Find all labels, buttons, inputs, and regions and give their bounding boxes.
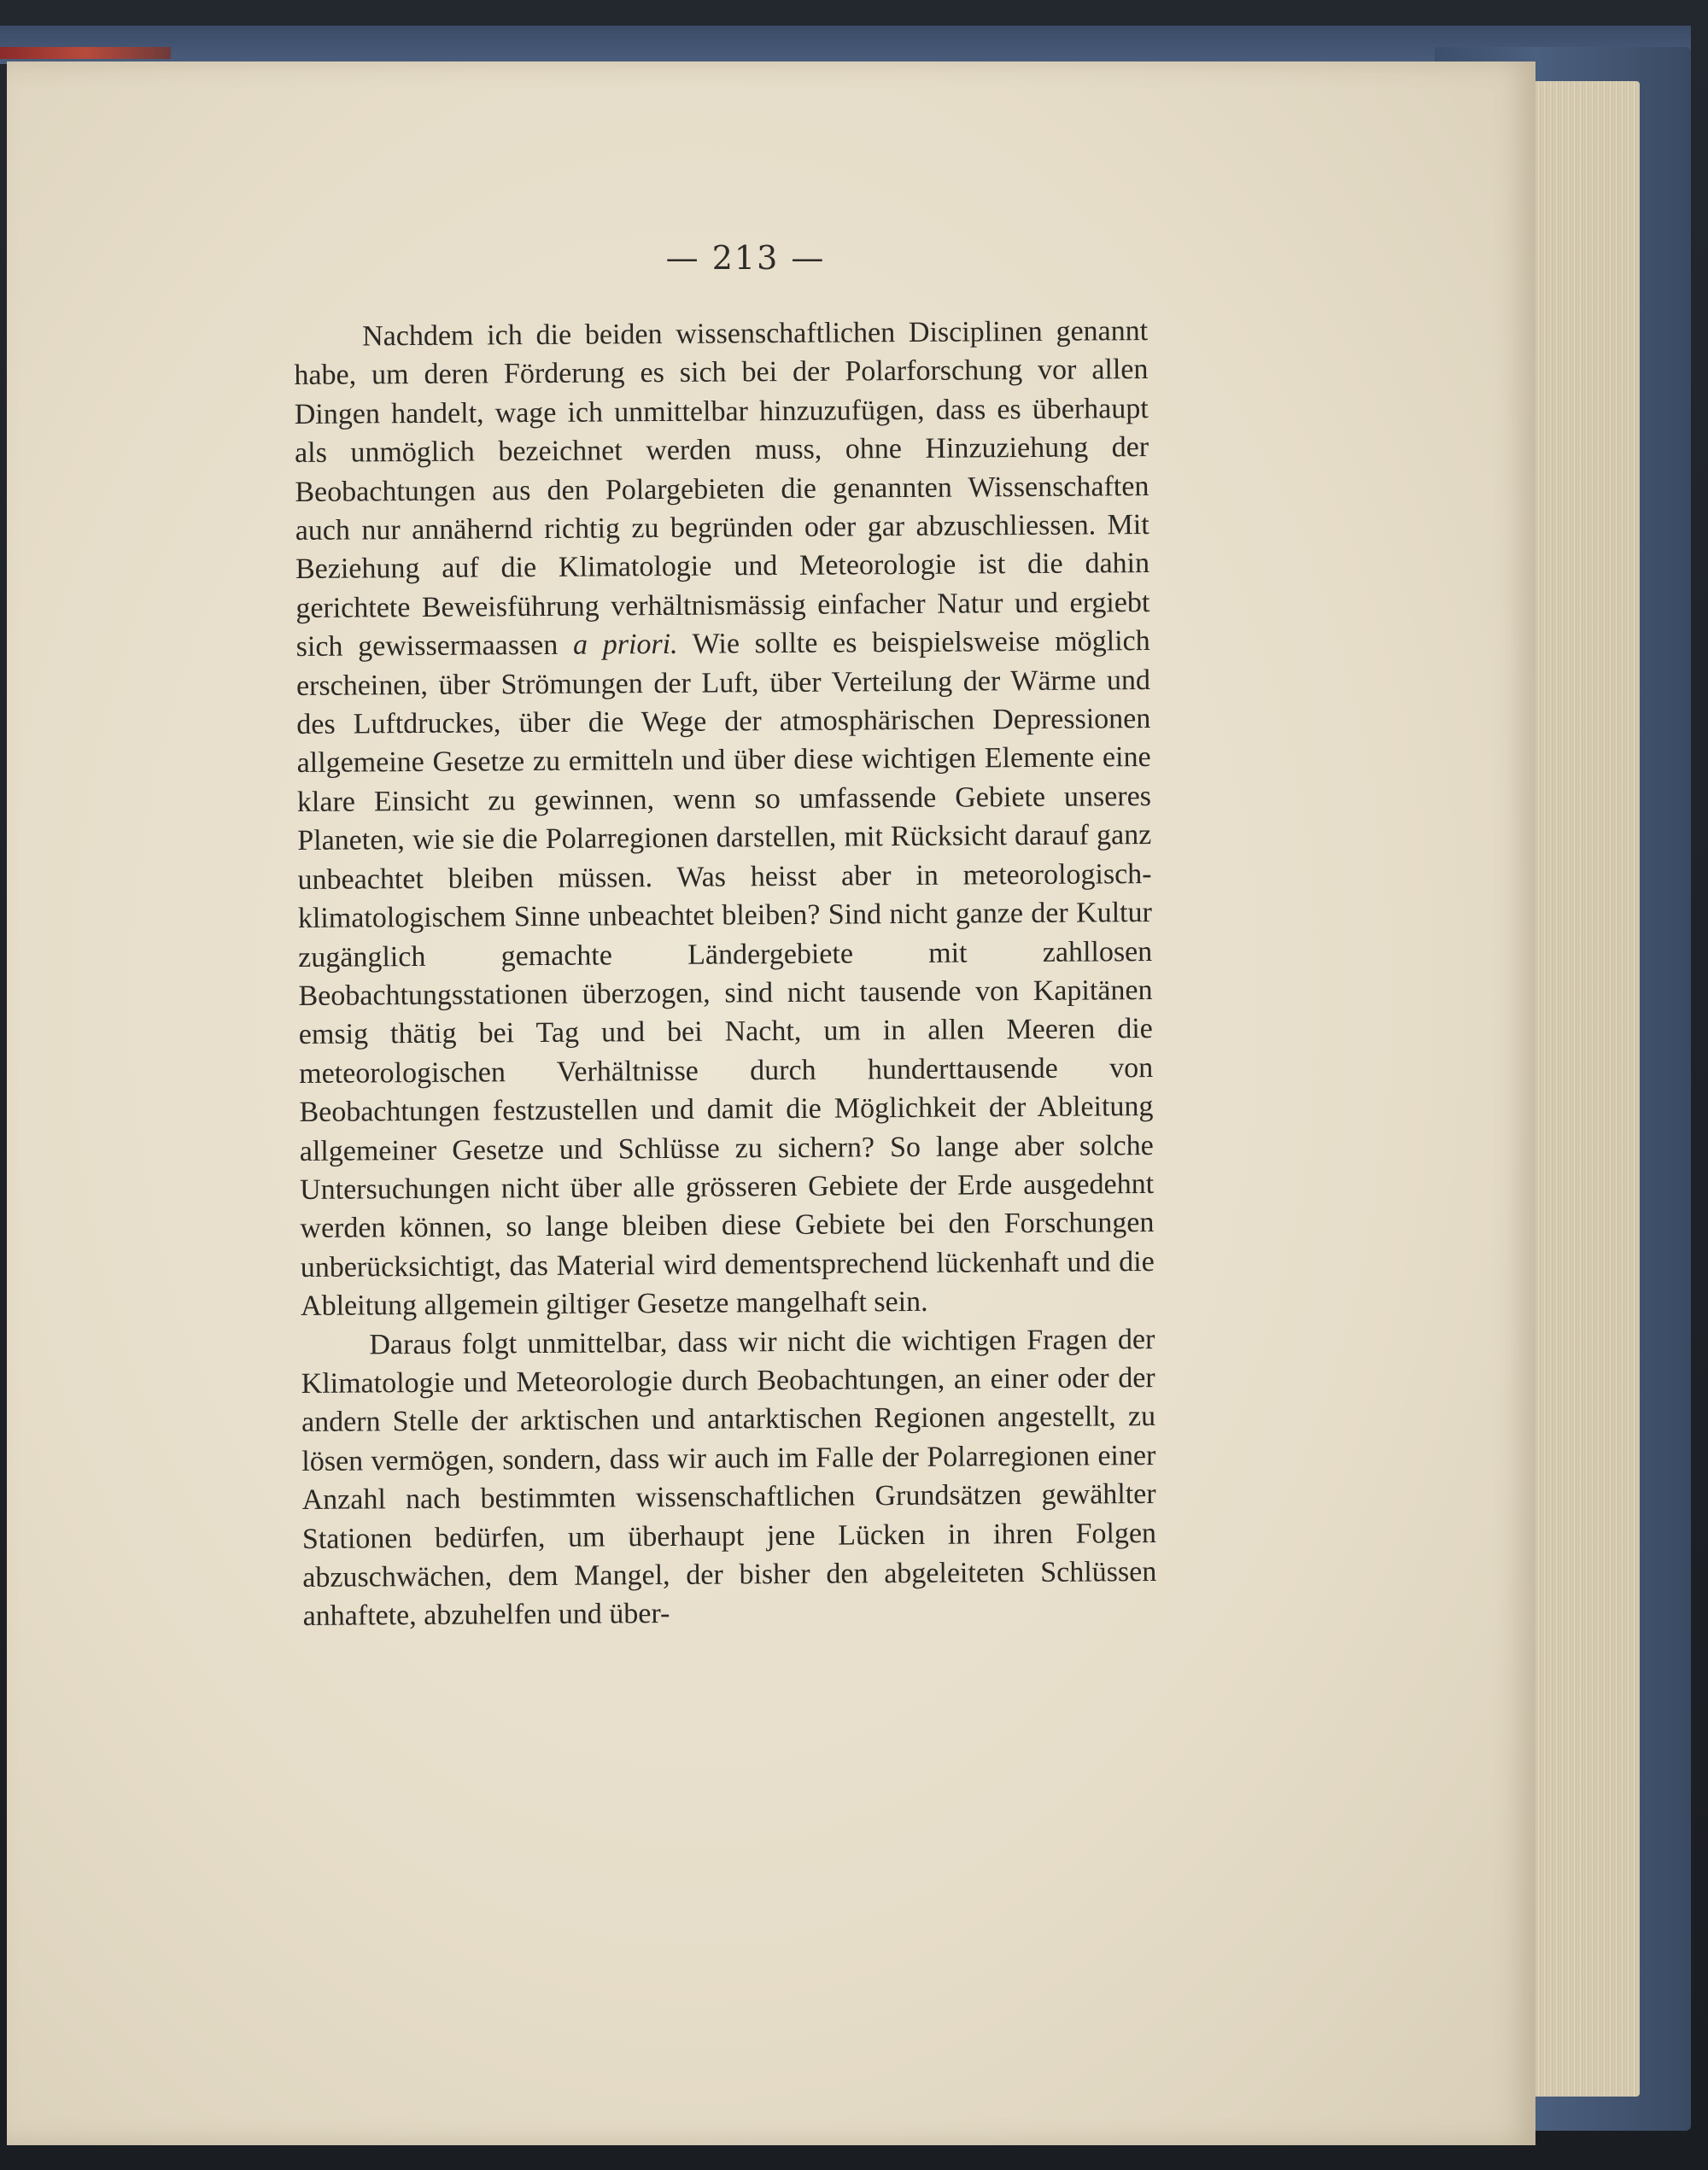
book-page [7,61,1535,2145]
paragraph-2: Daraus folgt unmittelbar, dass wir nicht die wichtigen Fragen der Klimatologie und Meteorologie durch Beobachtungen, an einer oder der andern Stelle der arktischen und antarktischen Regionen angestellt, zu lösen vermögen, sondern, dass wir auch im Falle der Polarregionen einer Anzahl nach bestimmten wissenschaftlichen Grundsätzen gewählter Stationen bedürfen, um überhaupt jene Lücken in ihren Folgen abzuschwächen, dem Mangel, der bisher den abgeleiteten Schlüssen anhaftete, abzuhelfen und über- [301,1323,1157,1633]
book-edge-marking [0,47,171,59]
page-edges [1529,81,1640,2097]
paragraph-1-italic: a priori. [572,629,678,661]
paragraph-1 [294,312,1155,1326]
body-text [294,312,1157,1636]
paragraph-1-text: Nachdem ich die beiden wissenschaftlichen Disciplinen genannt habe, um deren Förderung es sich bei der Polarforschung vor allen Dingen handelt, wage ich unmittelbar hinzuzufügen, dass es überhaupt als unmöglich bezeichnet werden muss, ohne Hinzuziehung der Beobachtungen aus den Polargebieten die genannten Wissenschaften auch nur annähernd richtig zu begründen oder gar abzuschliessen. Mit Beziehung auf die Klimatologie und Meteorologie ist die dahin gerichtete Beweisführung verhältnismässig einfacher Natur und ergiebt sich gewissermaassen [294,315,1150,664]
page-number: — 213 — [665,239,826,277]
paragraph-1-continuation: Wie sollte es beispielsweise möglich erscheinen, über Strömungen der Luft, über Verteilung der Wärme und des Luftdruckes, über die Wege der atmosphärischen Depressionen allgemeine Gesetze zu ermitteln und über diese wichtigen Elemente eine klare Einsicht zu gewinnen, wenn so umfassende Gebiete unseres Planeten, wie sie die Polarregionen darstellen, mit Rücksicht darauf ganz unbeachtet bleiben müssen. Was heisst aber in meteorologisch-klimatologischem Sinne unbeachtet bleiben? Sind nicht ganze der Kultur zugänglich gemachte Ländergebiete mit zahllosen Beobachtungsstationen überzogen, sind nicht tausende von Kapitänen emsig thätig bei Tag und bei Nacht, um in allen Meeren die meteorologischen Verhältnisse durch hunderttausende von Beobachtungen festzustellen und damit die Möglichkeit der Ableitung allgemeiner Gesetze und Schlüsse zu sichern? So lange aber solche Untersuchungen nicht über alle grösseren Gebiete der Erde ausgedehnt werden können, so lange bleiben diese Gebiete bei den Forschungen unberücksichtigt, das Material wird dementsprechend lückenhaft und die Ableitung allgemein giltiger Gesetze mangelhaft sein. [295,625,1155,1323]
